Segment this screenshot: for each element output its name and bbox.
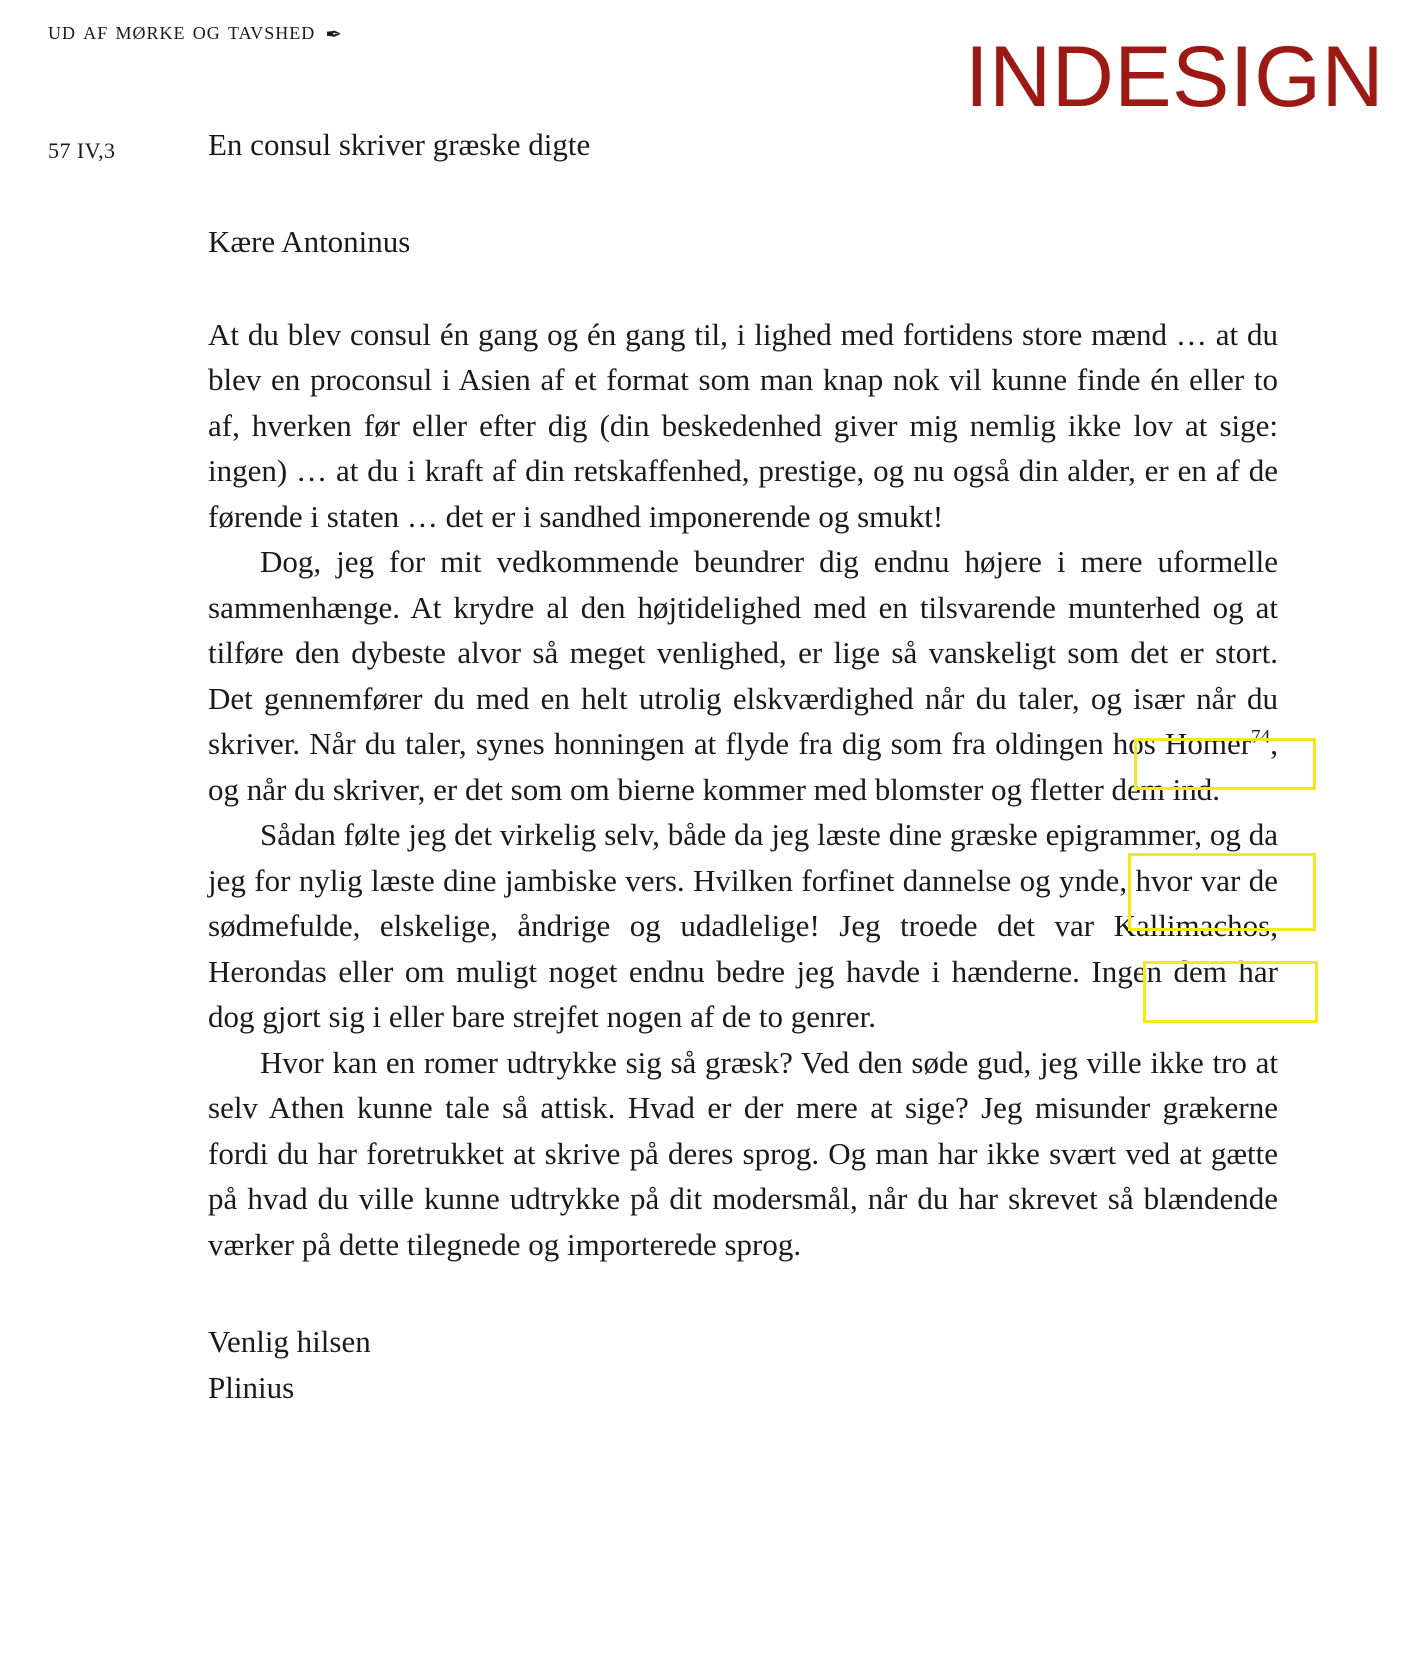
paragraph-2-main: Dog, jeg for mit vedkommende beundrer dig endnu højere i mere uformelle sammenhænge. At krydre al den højtidelighed med en tilsvarende munterhed og at tilføre den dybeste alvor så meget venlighed, er lige så vanskeligt som det er stort. Det gennemfører du med en helt utrolig elskværdighed når du taler, og især når du skriver. Når du taler, synes honningen at flyde fra dig som fra oldingen hos Homer bbox=[208, 544, 1278, 761]
text-column bbox=[208, 126, 1278, 1410]
signoff-greeting: Venlig hilsen bbox=[208, 1324, 371, 1359]
page-title: En consul skriver græske digte bbox=[208, 127, 591, 162]
paragraph-1: At du blev consul én gang og én gang til, i lighed med fortidens store mænd … at du blev en proconsul i Asien af et format som man knap nok vil kunne finde én eller to af, hverken før eller efter dig (din beskedenhed giver mig nemlig ikke lov at sige: ingen) … at du i kraft af din retskaffenhed, prestige, og nu også din alder, er en af de førende i staten … det er i sandhed imponerende og smukt! bbox=[208, 316, 1278, 534]
running-head bbox=[48, 18, 343, 46]
running-head-text: ud af mørke og tavshed bbox=[48, 18, 316, 45]
paragraph-3: Sådan følte jeg det virkelig selv, både da jeg læste dine græske epigrammer, og da jeg for nylig læste dine jambiske vers. Hvilken forfinet dannelse og ynde, hvor var de sødmefulde, elskelige, åndrige og udadlelige! Jeg troede det var Kallimachos, Herondas eller om muligt noget endnu bedre jeg havde i hænderne. Ingen dem har dog gjort sig i eller bare strejfet nogen af de to genrer. bbox=[208, 817, 1278, 1034]
brand-wordmark: INDESIGN bbox=[964, 29, 1384, 125]
paragraph-2 bbox=[208, 539, 1278, 812]
signoff bbox=[208, 1319, 1278, 1410]
paragraph-2-tail: , og når du skriver, er det som om bierne kommer med blomster og fletter dem ind. bbox=[208, 726, 1278, 807]
paragraph-4: Hvor kan en romer udtrykke sig så græsk? Ved den søde gud, jeg ville ikke tro at selv Athen kunne tale så attisk. Hvad er der mere at sige? Jeg misunder grækerne fordi du har foretrukket at skrive på deres sprog. Og man har ikke svært ved at gætte på hvad du ville kunne udtrykke på dit modersmål, når du har skrevet så blændende værker på dette tilegnede og importerede sprog. bbox=[208, 1044, 1278, 1262]
signoff-name: Plinius bbox=[208, 1369, 295, 1405]
quill-icon: ✒ bbox=[325, 24, 344, 46]
margin-reference: 57 IV,3 bbox=[48, 138, 116, 163]
salutation: Kære Antoninus bbox=[208, 223, 411, 259]
footnote-marker: 74 bbox=[1251, 726, 1271, 748]
